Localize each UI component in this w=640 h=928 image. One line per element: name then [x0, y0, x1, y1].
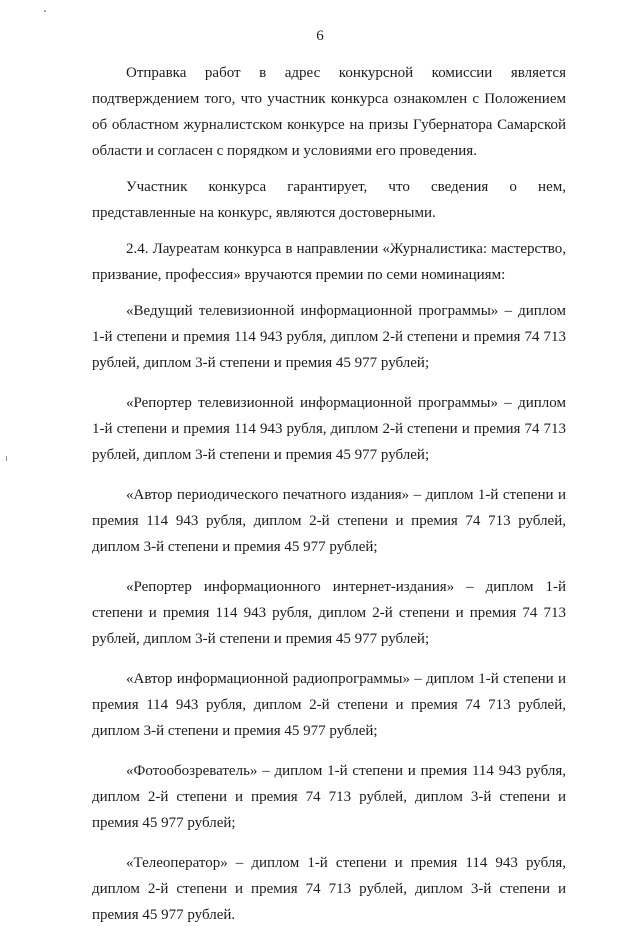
page-number: 6	[316, 28, 324, 44]
paragraph-section-2-4: 2.4. Лауреатам конкурса в направлении «Журналистика: мастерство, призвание, профессия» вручаются премии по семи номинациям:	[92, 241, 566, 283]
paragraph-nomination-print-author: «Автор периодического печатного издания» – диплом 1-й степени и премия 114 943 рубля, диплом 2-й степени и премия 74 713 рублей, диплом 3-й степени и премия 45 977 рублей;	[92, 487, 566, 555]
paragraph-nomination-tv-operator: «Телеоператор» – диплом 1-й степени и премия 114 943 рубля, диплом 2-й степени и премия 74 713 рублей, диплом 3-й степени и премия 45 977 рублей.	[92, 855, 566, 923]
document-body	[92, 60, 566, 928]
paragraph-participant-guarantee: Участник конкурса гарантирует, что сведения о нем, представленные на конкурс, являются достоверными.	[92, 179, 566, 221]
paragraph-submission-confirmation: Отправка работ в адрес конкурсной комиссии является подтверждением того, что участник конкурса ознакомлен с Положением об областном журналистском конкурсе на призы Губернатора Самарской области и согласен с порядком и условиями его проведения.	[92, 65, 566, 159]
paragraph-nomination-radio-author: «Автор информационной радиопрограммы» – диплом 1-й степени и премия 114 943 рубля, диплом 2-й степени и премия 74 713 рублей, диплом 3-й степени и премия 45 977 рублей;	[92, 671, 566, 739]
paragraph-nomination-internet-reporter: «Репортер информационного интернет-издания» – диплом 1-й степени и премия 114 943 рубля, диплом 2-й степени и премия 74 713 рублей, диплом 3-й степени и премия 45 977 рублей;	[92, 579, 566, 647]
paragraph-nomination-tv-reporter: «Репортер телевизионной информационной программы» – диплом 1-й степени и премия 114 943 рубля, диплом 2-й степени и премия 74 713 рублей, диплом 3-й степени и премия 45 977 рублей;	[92, 395, 566, 463]
scan-speck	[44, 10, 46, 12]
paragraph-nomination-photo-reviewer: «Фотообозреватель» – диплом 1-й степени и премия 114 943 рубля, диплом 2-й степени и премия 74 713 рублей, диплом 3-й степени и премия 45 977 рублей;	[92, 763, 566, 831]
paragraph-nomination-tv-host: «Ведущий телевизионной информационной программы» – диплом 1-й степени и премия 114 943 рубля, диплом 2-й степени и премия 74 713 рублей, диплом 3-й степени и премия 45 977 рублей;	[92, 303, 566, 371]
scan-speck	[6, 456, 7, 461]
